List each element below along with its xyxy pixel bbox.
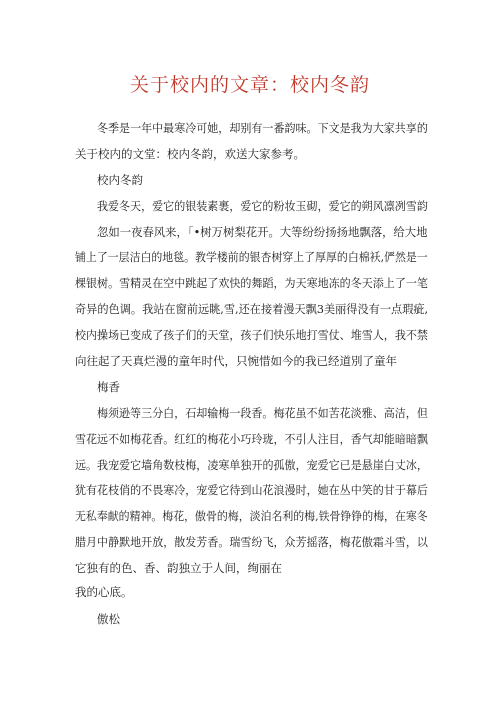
paragraph-line: 梅须逊等三分白，石却输梅一段香。梅花虽不如苦花淡雅、高洁，但 [97, 406, 428, 420]
section-heading: 校内冬韵 [97, 173, 143, 187]
paragraph-line: 腊月中静默地开放，散发芳香。瑞雪纷飞，众芳摇落，梅花傲霜斗雪，以 [75, 535, 428, 549]
paragraph-line: 忽如一夜春风来，「•树万树梨花开。大等纷纷扬扬地飘落，给大地 [97, 225, 428, 239]
paragraph-line: 关于校内的文堂：校内冬韵，欢送大家参考。 [75, 147, 305, 161]
section-heading: 傲松 [97, 612, 120, 626]
section-heading: 梅香 [97, 380, 120, 394]
document-title: 关于校内的文章：校内冬韵 [129, 74, 370, 96]
paragraph-line: 远。我宠爱它墙角数枝梅，凌寒单独开的孤傲，宠爱它已是悬崖白丈冰， [75, 458, 428, 472]
paragraph-line: 我爱冬天，爱它的银装素裹，爱它的粉妆玉砌，爱它的朔风凛冽雪韵 [97, 199, 428, 213]
paragraph-line: 棵银树。雪精灵在空中跳起了欢快的舞蹈，为天寒地冻的冬天添上了一笔 [75, 276, 428, 290]
paragraph-line: 我的心底。 [75, 585, 133, 599]
paragraph-line: 犹有花枝俏的不畏寒冷，宠爱它待到山花浪漫时，她在丛中笑的甘于幕后 [75, 483, 428, 497]
paragraph-line: 无私奉献的精神。梅花，傲骨的梅，淡泊名利的梅,铁骨铮铮的梅，在寒冬 [75, 509, 428, 523]
paragraph-line: 奇异的色调。我站在窗前远眺,雪,还在接着漫天飘3美丽得没有一点瑕疵, [75, 302, 429, 316]
paragraph-line: 向往起了天真烂漫的童年时代，只惋惜如今的我已经道別了童年 [75, 354, 397, 368]
paragraph-line: 校内操场已变成了孩子们的天堂，孩子们快乐地打雪仗、堆雪人，我不禁 [75, 328, 428, 342]
paragraph-line: 冬季是一年中最寒冷可她，却别有一番韵味。下文是我为大家共享的 [97, 121, 428, 135]
paragraph-line: 它独有的色、香、韵独立于人间，绚丽在 [75, 561, 282, 575]
paragraph-line: 铺上了一层洁白的地毯。教学楼前的银杏树穿上了厚厚的白棉袄,俨然是一 [75, 250, 428, 264]
paragraph-line: 雪花远不如梅花香。红红的梅花小巧玲珑，不引人注目，香气却能暗暗飘 [75, 432, 428, 446]
